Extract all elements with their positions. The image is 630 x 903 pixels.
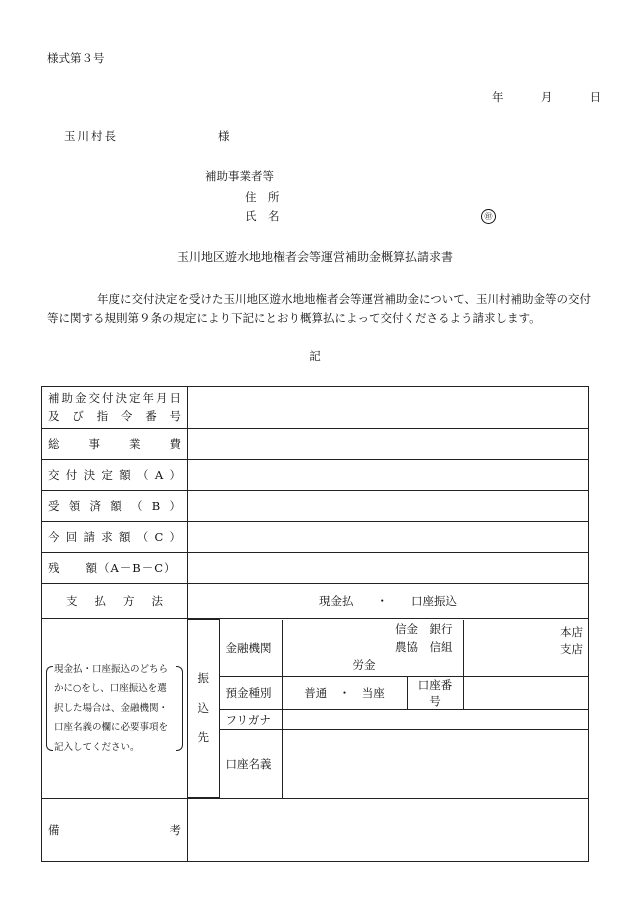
seal-label: ㊞ bbox=[484, 212, 493, 221]
bank-type-options[interactable] bbox=[282, 620, 463, 677]
furigana-field[interactable] bbox=[282, 710, 589, 730]
row-transfer bbox=[42, 619, 589, 799]
applicant-title: 補助事業者等 bbox=[205, 169, 274, 183]
account-type-label: 預金種別 bbox=[219, 677, 282, 710]
label-decision-date bbox=[42, 387, 188, 429]
row-account-type bbox=[188, 677, 589, 710]
request-form-table bbox=[41, 386, 589, 862]
label-remarks bbox=[42, 799, 188, 862]
remarks-left: 備 bbox=[48, 823, 60, 837]
account-name-field[interactable] bbox=[282, 730, 589, 798]
account-number-label: 口座番号 bbox=[407, 677, 463, 710]
row-decision-date bbox=[42, 387, 589, 429]
row-bank bbox=[188, 620, 589, 677]
body-text: 年度に交付決定を受けた玉川地区遊水地地権者会等運営補助金について、玉川村補助金等の交付等に関する規則第９条の規定により下記にとおり概算払によって交付くださるよう請求します。 bbox=[47, 292, 592, 325]
field-received-amount[interactable] bbox=[188, 491, 589, 522]
row-grant-amount bbox=[42, 460, 589, 491]
field-decision-date[interactable] bbox=[188, 387, 589, 429]
transfer-dest-char-1: 振 bbox=[197, 670, 209, 685]
transfer-dest-label bbox=[188, 620, 219, 798]
label-grant-amount bbox=[42, 460, 188, 491]
label-payment-method-text: 支払方法 bbox=[66, 594, 163, 608]
label-decision-date-1: 補助金交付決定年月日 bbox=[48, 390, 181, 405]
row-account-name bbox=[188, 730, 589, 798]
field-request-amount[interactable] bbox=[188, 522, 589, 553]
seal-mark bbox=[481, 209, 496, 224]
account-number-field[interactable] bbox=[463, 677, 589, 710]
ki-heading: 記 bbox=[309, 349, 321, 363]
label-request-amount-text: 今回請求額（C） bbox=[48, 530, 181, 544]
row-total-cost bbox=[42, 429, 589, 460]
address-label: 住 所 bbox=[245, 190, 280, 204]
bank-type-line-3: 労金 bbox=[352, 657, 376, 672]
field-remarks[interactable] bbox=[188, 799, 589, 862]
row-request-amount bbox=[42, 522, 589, 553]
row-received-amount bbox=[42, 491, 589, 522]
transfer-detail-cell bbox=[188, 619, 589, 799]
branch-options[interactable] bbox=[463, 620, 589, 677]
row-furigana bbox=[188, 710, 589, 730]
row-remarks bbox=[42, 799, 589, 862]
account-name-label: 口座名義 bbox=[219, 730, 282, 798]
branch-sub: 支店 bbox=[560, 642, 583, 657]
label-received-amount bbox=[42, 491, 188, 522]
document-title: 玉川地区遊水地地権者会等運営補助金概算払請求書 bbox=[176, 250, 453, 264]
transfer-detail-table bbox=[188, 619, 589, 798]
branch-main: 本店 bbox=[560, 624, 583, 639]
label-payment-method bbox=[42, 584, 188, 619]
furigana-label: フリガナ bbox=[219, 710, 282, 730]
field-grant-amount[interactable] bbox=[188, 460, 589, 491]
name-label: 氏 名 bbox=[245, 209, 280, 223]
label-balance-text: 残 額（A－B－C） bbox=[48, 561, 177, 575]
payment-options[interactable]: 現金払 ・ 口座振込 bbox=[188, 584, 589, 619]
account-type-options[interactable]: 普通 ・ 当座 bbox=[282, 677, 407, 710]
addressee: 玉川村長 bbox=[64, 129, 118, 143]
label-balance bbox=[42, 553, 188, 584]
row-payment-method bbox=[42, 584, 589, 619]
addressee-suffix: 様 bbox=[218, 129, 230, 143]
field-total-cost[interactable] bbox=[188, 429, 589, 460]
date-month: 月 bbox=[540, 90, 553, 104]
label-received-amount-text: 受領済額（B） bbox=[48, 499, 181, 513]
remarks-right: 考 bbox=[169, 823, 181, 837]
form-number: 様式第３号 bbox=[47, 51, 105, 65]
label-request-amount bbox=[42, 522, 188, 553]
date-year: 年 bbox=[492, 90, 504, 104]
label-grant-amount-text: 交付決定額（A） bbox=[48, 468, 181, 482]
payment-note-cell bbox=[42, 619, 188, 799]
label-total-cost-text: 総事業費 bbox=[48, 437, 181, 451]
label-total-cost bbox=[42, 429, 188, 460]
date-line bbox=[492, 91, 601, 105]
payment-note: 現金払・口座振込のどちらかに○をし、口座振込を選択した場合は、金融機関・口座名義の欄に必要事項を記入してください。 bbox=[48, 660, 181, 757]
bank-type-line-2: 農協 信組 bbox=[395, 639, 453, 654]
date-day: 日 bbox=[589, 90, 602, 104]
row-balance bbox=[42, 553, 589, 584]
field-balance[interactable] bbox=[188, 553, 589, 584]
bank-type-line-1: 信金 銀行 bbox=[395, 622, 453, 637]
bank-label: 金融機関 bbox=[219, 620, 282, 677]
transfer-dest-char-2: 込 bbox=[197, 700, 209, 715]
transfer-dest-char-3: 先 bbox=[197, 730, 209, 745]
label-decision-date-2: 及び指令番号 bbox=[48, 408, 181, 423]
